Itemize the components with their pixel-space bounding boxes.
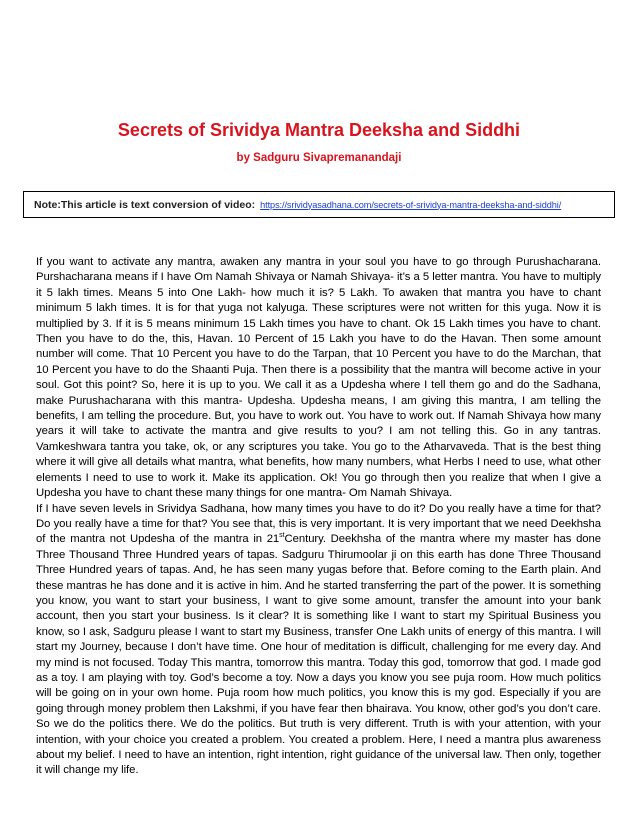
paragraph-2 <box>36 502 601 779</box>
paragraph-2-start: If I have seven levels in Srividya Sadhana, how many times you have to do it? Do you really have a time for that? Do you really have a time for that? You see that, this is very important. It is very important that we need Deekhsha of the mantra not Updesha of the mantra in 21 <box>36 502 601 546</box>
author-byline: by Sadguru Sivapremanandaji <box>236 152 402 164</box>
paragraph-1: If you want to activate any mantra, awaken any mantra in your soul you have to go through Purushacharana. Purshacharana means if I have Om Namah Shivaya or Namah Shivaya- it’s a 5 letter mantra. You have to multiply it 5 lakh times. Means 5 into One Lakh- how much it is? 5 Lakh. To awaken that mantra you have to chant minimum 5 lakh times. It is for that yuga not kalyuga. These scriptures were not written for this yuga. Now it is multiplied by 3. If it is 5 means minimum 15 Lakh times you have to chant. Ok 15 Lakh times you have to chant. Then you have to do the, this, Havan. 10 Percent of 15 Lakh you have to do the Havan. Then some amount number will come. That 10 Percent you have to do the Tarpan, that 10 Percent you have to do the Marchan, that 10 Percent you have to do the Shaanti Puja. Then there is a possibility that the mantra will become active in your soul. Got this point? So, here it is up to you. We call it as a Updesha where I tell them go and do the Sadhana, make Purushacharana with this mantra- Updesha. Updesha means, I am giving this mantra, I am telling the benefits, I am telling the procedure. But, you have to work out. You have to work out. If Namah Shivaya how many years it will take to activate the mantra and give results to you? I am not telling this. Go in any tantras. Vamkeshwara tantra you take, ok, or any scriptures you take. You go to the Atharvaveda. That is the best thing where it will give all details what mantra, what benefits, how many numbers, what Herbs I need to use, what other elements I need to use to work it. Make its application. Ok! You go through then you realize that when I give a Updesha you have to chant these many things for one mantra- Om Namah Shivaya. <box>36 256 601 500</box>
paragraph-2-rest: Century. Deekhsha of the mantra where my master has done Three Thousand Three Hundred years of tapas. Sadguru Thirumoolar ji on this earth has done Three Thousand Three Hundred years of tapas. And, he has seen many yugas before that. Before coming to the Earth plain. And these mantras he has done and it is active in him. And he started transferring the part of the power. It is something you know, you want to start your business, I want to give some amount, transfer the amount into your bank account, then you start your business. Is it clear? It is something like I want to start my Spiritual Business you know, so I ask, Sadguru please I want to start my Business, transfer One Lakh units of energy of this mantra. I will start my Journey, because I don’t have time. One hour of meditation is difficult, challenging for me every day. And my mind is not focused. Today This mantra, tomorrow this mantra. Today this god, tomorrow that god. I made god as a toy. I am playing with toy. God’s become a toy. Now a days you know you see puja room. How much politics will be going on in your own home. Puja room how much politics, you know this is my god. Especially if you are going through money problem then Lakshmi, if you have fear then bhairava. You know, other god’s you don’t care. So we do the politics there. We do the politics. But truth is very different. Truth is with your attention, with your intention, with your choice you created a problem. You created a problem. Here, I need a mantra plus awareness about my belief. I need to have an intention, right intention, right guidance of the universal law. Then only, together it will change my life. <box>36 533 601 777</box>
ordinal-suffix: st <box>279 532 285 540</box>
source-video-link[interactable]: https://srividyasadhana.com/secrets-of-srividya-mantra-deeksha-and-siddhi/ <box>260 199 562 210</box>
note-label: Note:This article is text conversion of video: <box>34 198 256 211</box>
document-title: Secrets of Srividya Mantra Deeksha and Siddhi <box>117 120 521 140</box>
article-body <box>36 255 601 779</box>
note-box <box>23 191 615 218</box>
